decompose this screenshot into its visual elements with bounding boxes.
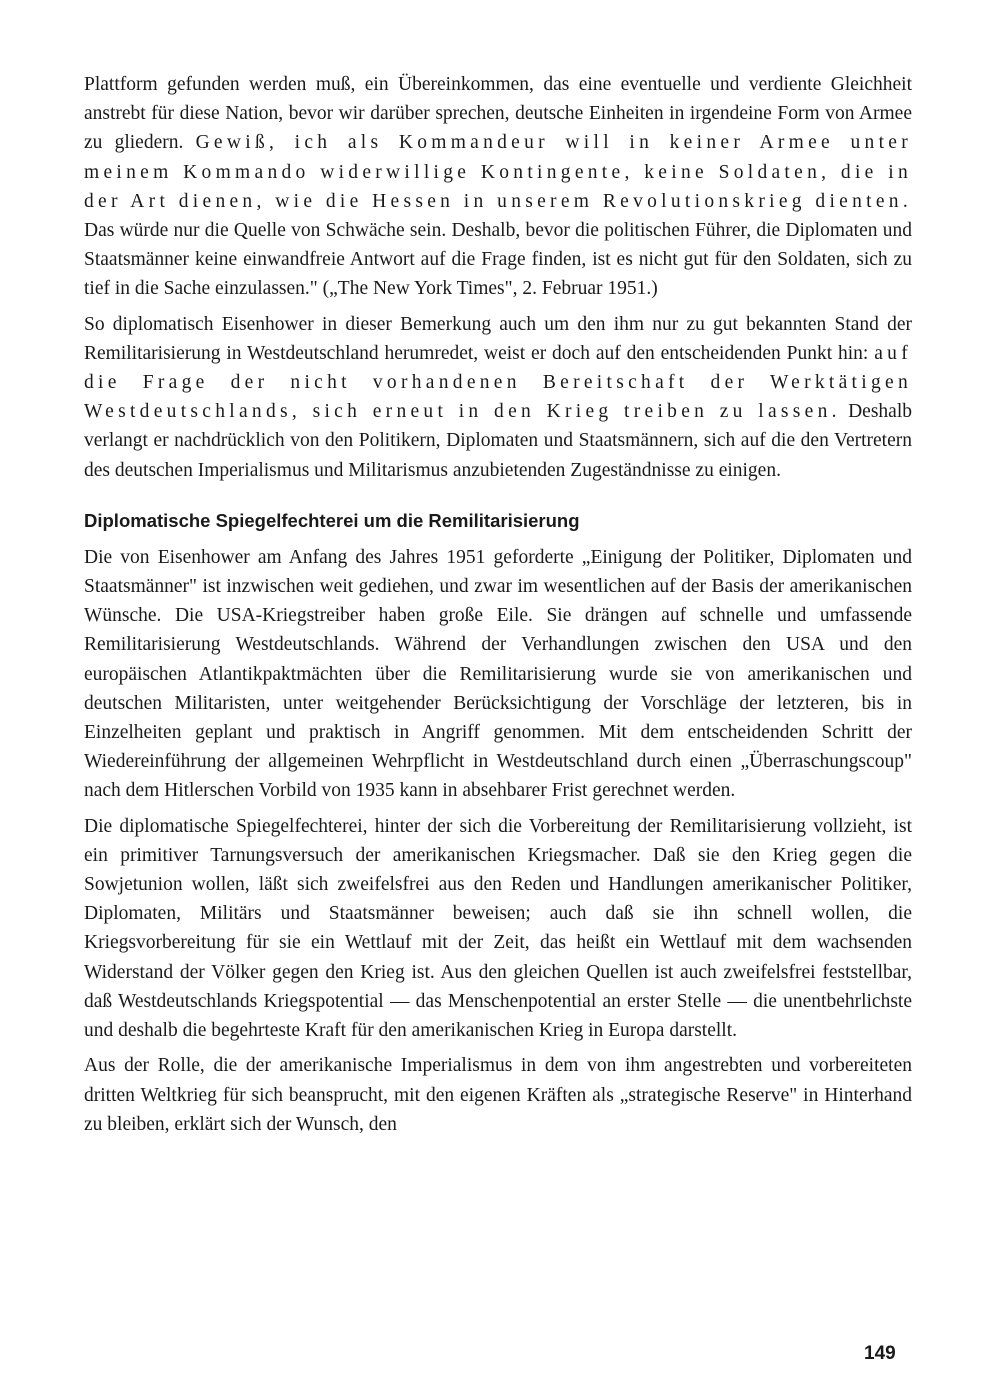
text-segment: So diplomatisch Eisenhower in dieser Bemerkung auch um den ihm nur zu gut bekannten Stand der Remilitarisierung in Westdeutschland herumredet, weist er doch auf den entscheidenden Punkt hin: (84, 313, 912, 364)
text-segment: Plattform gefunden werden muß, ein Übereinkommen, das eine eventuelle und verdiente Gleichheit anstrebt für diese Nation, bevor wir darüber sprechen, deutsche Einheiten in irgendeine Form von Armee zu gliedern. (84, 74, 912, 154)
paragraph-eisenhower-quote (84, 70, 912, 304)
section-heading: Diplomatische Spiegelfechterei um die Remilitarisierung (84, 509, 580, 531)
paragraph-section-2: Die diplomatische Spiegelfechterei, hinter der sich die Vorbereitung der Remilitarisierung vollzieht, ist ein primitiver Tarnungsversuch der amerikanischen Kriegsmacher. Daß sie den Krieg gegen die Sowjetunion wollen, läßt sich zweifelsfrei aus den Reden und Handlungen amerikanischer Politiker, Diplomaten, Militärs und Staatsmänner beweisen; auch daß sie ihn schnell wollen, die Kriegsvorbereitung für sie ein Wettlauf mit der Zeit, das heißt ein Wettlauf mit dem wachsenden Widerstand der Völker gegen den Krieg ist. Aus den gleichen Quellen ist auch zweifelsfrei feststellbar, daß Westdeutschlands Kriegspotential — das Menschenpotential an erster Stelle — die unentbehrlichste und deshalb die begehrteste Kraft für den amerikanischen Krieg in Europa darstellt. (84, 815, 912, 1042)
paragraph-section-1: Die von Eisenhower am Anfang des Jahres 1951 geforderte „Einigung der Politiker, Diplomaten und Staatsmänner" ist inzwischen weit gediehen, und zwar im wesentlichen auf der Basis der amerikanischen Wünsche. Die USA-Kriegstreiber haben große Eile. Sie drängen auf schnelle und umfassende Remilitarisierung Westdeutschlands. Während der Verhandlungen zwischen den USA und den europäischen Atlantikpaktmächten über die Remilitarisierung wurde sie von amerikanischen und deutschen Militaristen, unter weitgehender Berücksichtigung der Vorschläge der letzteren, bis in Einzelheiten geplant und praktisch in Angriff genommen. Mit dem entscheidenden Schritt der Wiedereinführung der allgemeinen Wehrpflicht in Westdeutschland durch einen „Überraschungscoup" nach dem Hitlerschen Vorbild von 1935 kann in absehbarer Frist gerechnet werden. (84, 546, 912, 802)
paragraph-commentary (84, 310, 912, 485)
text-segment: Deshalb verlangt er nachdrücklich von den Politikern, Diplomaten und Staatsmännern, sich auf die den Vertretern des deutschen Imperialismus und Militarismus anzubietenden Zugeständnisse zu einigen. (84, 401, 912, 481)
spaced-emphasis-text: Gewiß, ich als Kommandeur will in keiner Armee unter meinem Kommando widerwillige Kontingente, keine Soldaten, die in der Art dienen, wie die Hessen in unserem Revolutionskrieg dienten. (84, 132, 913, 212)
spaced-emphasis-text: auf die Frage der nicht vorhandenen Bereitschaft der Werktätigen Westdeutschlands, sich erneut in den Krieg treiben zu lassen. (84, 342, 912, 423)
paragraph-section-3: Aus der Rolle, die der amerikanische Imperialismus in dem von ihm angestrebten und vorbereiteten dritten Weltkrieg für sich beansprucht, mit den eigenen Kräften als „strategische Reserve" in Hinterhand zu bleiben, erklärt sich der Wunsch, den (84, 1055, 912, 1135)
page-body (84, 70, 912, 1145)
text-segment: Das würde nur die Quelle von Schwäche sein. Deshalb, bevor die politischen Führer, die Diplomaten und Staatsmänner keine einwandfreie Antwort auf die Frage finden, ist es nicht gut für den Soldaten, sich zu tief in die Sache einzulassen." („The New York Times", 2. Februar 1951.) (84, 220, 912, 300)
page-number: 149 (864, 1343, 896, 1364)
